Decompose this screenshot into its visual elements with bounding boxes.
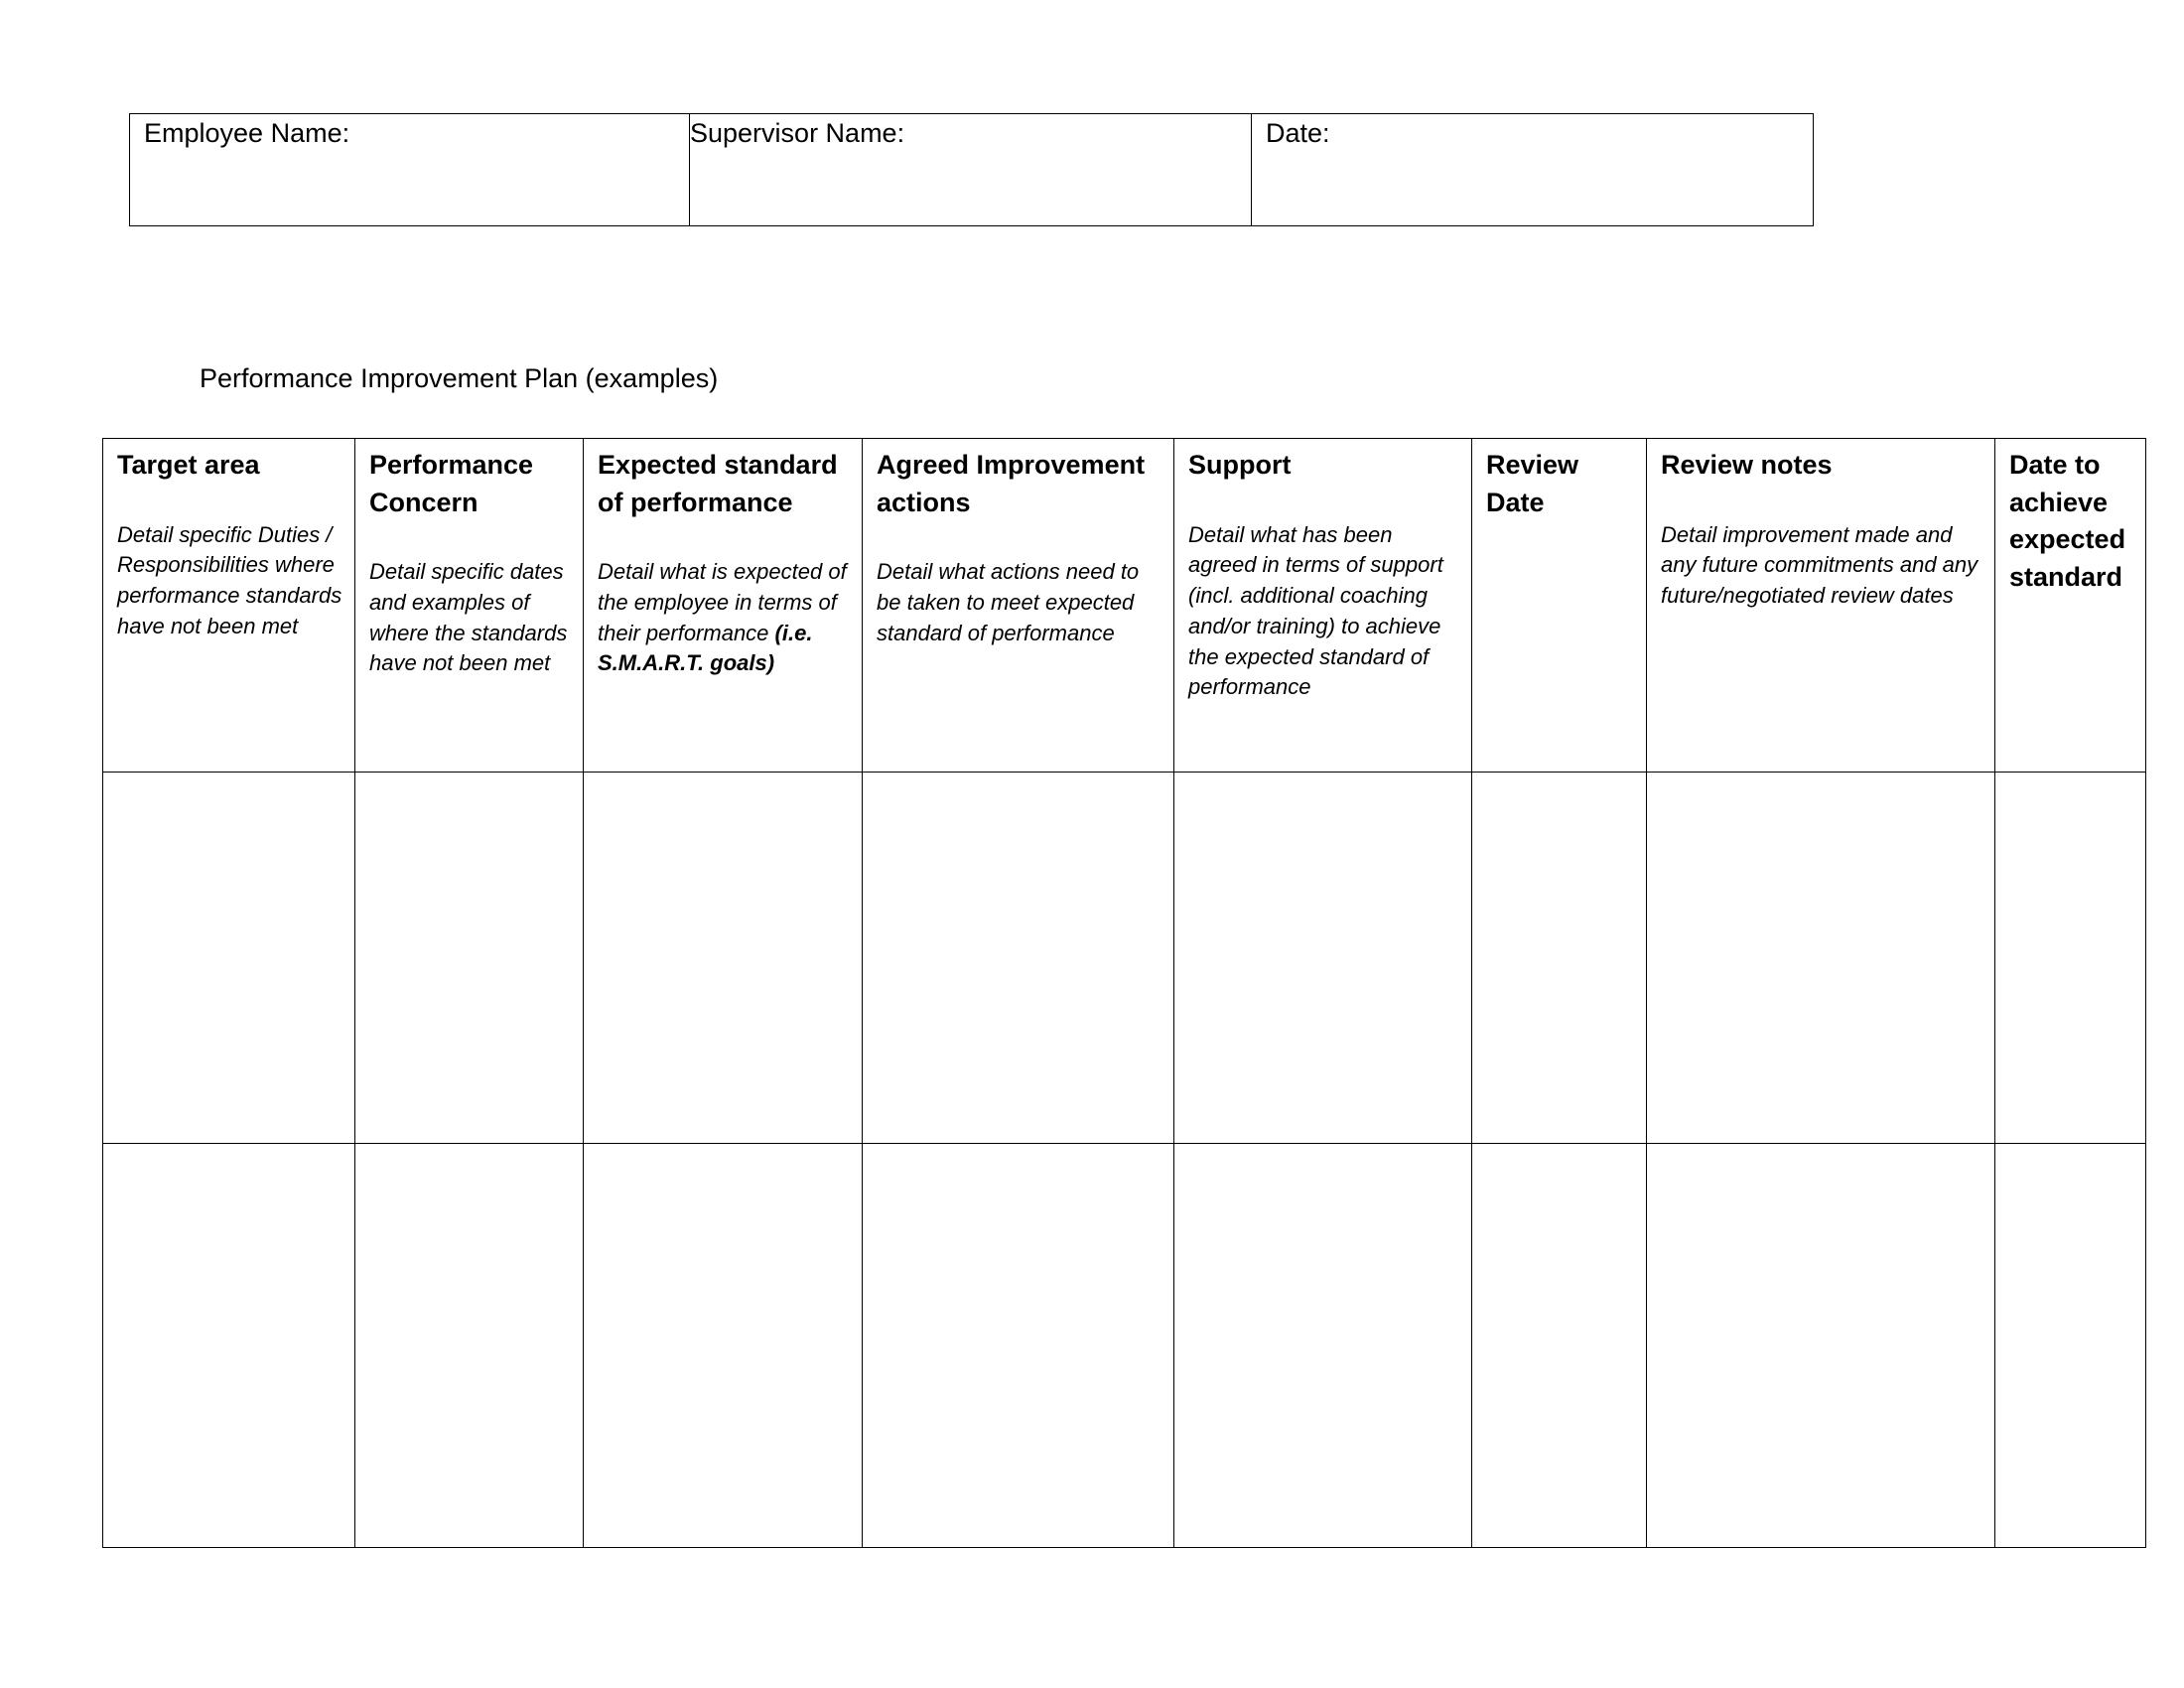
table-cell[interactable] (1647, 773, 1995, 1144)
supervisor-name-label: Supervisor Name: (690, 118, 905, 148)
table-cell[interactable] (1174, 1144, 1472, 1548)
column-description: Detail specific dates and examples of where the standards have not been met (369, 559, 568, 676)
column-heading: Review notes (1661, 450, 1833, 480)
column-header-review-notes (1647, 439, 1995, 773)
column-heading: Performance Concern (369, 450, 534, 517)
column-heading: Target area (117, 450, 260, 480)
column-description: Detail improvement made and any future commitments and any future/negotiated review dates (1661, 521, 1979, 609)
column-description: Detail what has been agreed in terms of support (incl. additional coaching and/or training) to achieve the expected standard of performance (1188, 521, 1443, 700)
table-cell[interactable] (1995, 1144, 2146, 1548)
supervisor-name-field[interactable] (690, 114, 1252, 226)
column-header-agreed-actions (863, 439, 1174, 773)
plan-title: Performance Improvement Plan (examples) (200, 363, 719, 393)
column-heading: Agreed Improvement actions (877, 450, 1146, 517)
table-row (103, 773, 2146, 1144)
column-description-text: Detail what is expected of the employee in terms of their performance (598, 559, 847, 645)
column-header-date-to-achieve (1995, 439, 2146, 773)
table-row (103, 1144, 2146, 1548)
table-cell[interactable] (1174, 773, 1472, 1144)
employee-name-field[interactable] (130, 114, 690, 226)
date-label: Date: (1266, 118, 1330, 148)
column-header-support (1174, 439, 1472, 773)
table-cell[interactable] (355, 773, 584, 1144)
column-header-target-area (103, 439, 355, 773)
table-cell[interactable] (1647, 1144, 1995, 1548)
header-row (103, 439, 2146, 773)
table-cell[interactable] (584, 773, 863, 1144)
table-cell[interactable] (103, 773, 355, 1144)
table-cell[interactable] (1472, 773, 1647, 1144)
smart-goals-note: (i.e. S.M.A.R.T. goals) (598, 620, 813, 676)
table-cell[interactable] (584, 1144, 863, 1548)
column-description (598, 557, 852, 679)
table-cell[interactable] (863, 773, 1174, 1144)
table-cell[interactable] (1472, 1144, 1647, 1548)
column-header-review-date (1472, 439, 1647, 773)
employee-info-table (129, 113, 1814, 226)
table-cell[interactable] (355, 1144, 584, 1548)
column-header-expected-standard (584, 439, 863, 773)
column-heading: Review Date (1486, 450, 1579, 517)
table-cell[interactable] (1995, 773, 2146, 1144)
column-description: Detail what actions need to be taken to meet expected standard of performance (877, 559, 1140, 645)
table-cell[interactable] (103, 1144, 355, 1548)
table-cell[interactable] (863, 1144, 1174, 1548)
column-header-performance-concern (355, 439, 584, 773)
column-heading: Date to achieve expected standard (2009, 450, 2126, 592)
column-description: Detail specific Duties / Responsibilities where performance standards have not been met (117, 521, 342, 638)
date-field[interactable] (1252, 114, 1814, 226)
column-heading: Expected standard of performance (598, 450, 838, 517)
employee-name-label: Employee Name: (144, 118, 350, 148)
performance-plan-table (102, 438, 2146, 1548)
column-heading: Support (1188, 450, 1292, 480)
